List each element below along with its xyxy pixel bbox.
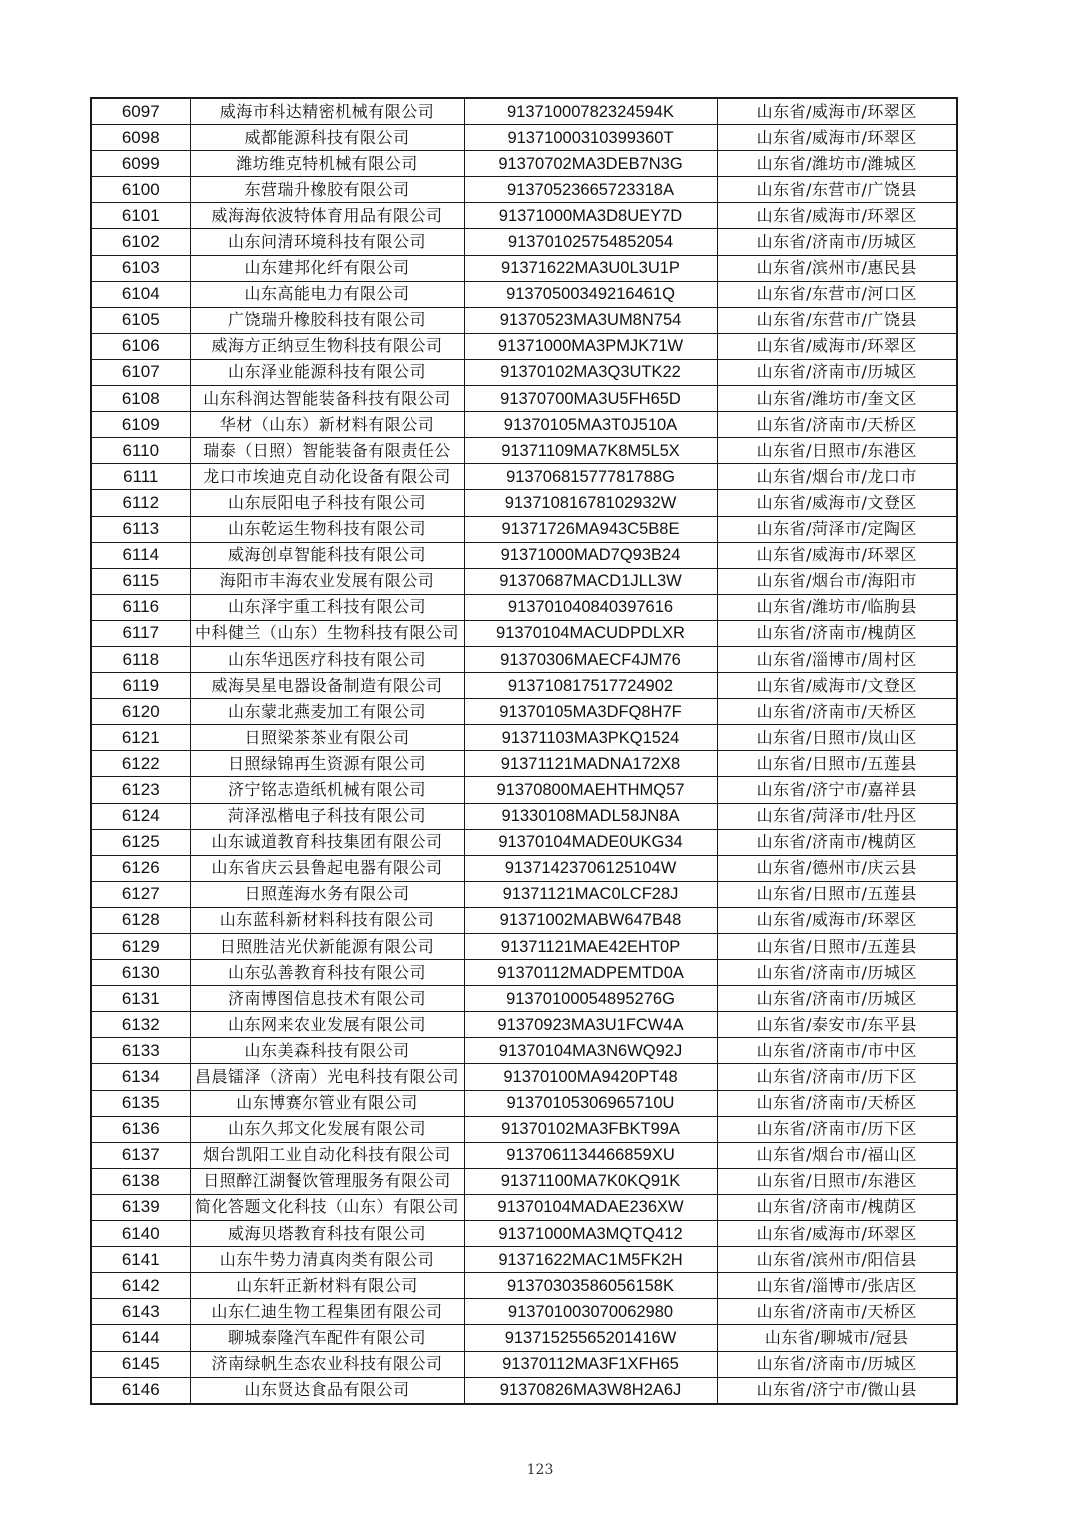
company-name-cell: 中科健兰（山东）生物科技有限公司: [190, 620, 464, 646]
company-name-cell: 威海创卓智能科技有限公司: [190, 542, 464, 568]
company-name-cell: 济南绿帆生态农业科技有限公司: [190, 1351, 464, 1377]
credit-code-cell: 91370100MA9420PT48: [464, 1064, 717, 1090]
region-cell: 山东省/威海市/环翠区: [717, 1221, 957, 1247]
company-name-cell: 山东泽业能源科技有限公司: [190, 359, 464, 385]
credit-code-cell: 91370826MA3W8H2A6J: [464, 1377, 717, 1404]
row-number-cell: 6122: [91, 751, 190, 777]
company-name-cell: 威海贝塔教育科技有限公司: [190, 1221, 464, 1247]
region-cell: 山东省/菏泽市/定陶区: [717, 516, 957, 542]
credit-code-cell: 91370112MADPEMTD0A: [464, 960, 717, 986]
row-number-cell: 6121: [91, 725, 190, 751]
row-number-cell: 6134: [91, 1064, 190, 1090]
region-cell: 山东省/聊城市/冠县: [717, 1325, 957, 1351]
table-row: [91, 1299, 957, 1325]
company-name-cell: 济南博图信息技术有限公司: [190, 986, 464, 1012]
table-row: [91, 229, 957, 255]
table-row: [91, 438, 957, 464]
credit-code-cell: 913701003070062980: [464, 1299, 717, 1325]
table-row: [91, 333, 957, 359]
region-cell: 山东省/潍坊市/奎文区: [717, 386, 957, 412]
row-number-cell: 6126: [91, 855, 190, 881]
row-number-cell: 6139: [91, 1194, 190, 1220]
company-name-cell: 瑞泰（日照）智能装备有限责任公: [190, 438, 464, 464]
table-row: [91, 1038, 957, 1064]
region-cell: 山东省/滨州市/惠民县: [717, 255, 957, 281]
region-cell: 山东省/威海市/文登区: [717, 490, 957, 516]
credit-code-cell: 91371002MABW647B48: [464, 907, 717, 933]
credit-code-cell: 91371000782324594K: [464, 98, 717, 125]
credit-code-cell: 91371109MA7K8M5L5X: [464, 438, 717, 464]
company-name-cell: 菏泽泓楷电子科技有限公司: [190, 803, 464, 829]
region-cell: 山东省/日照市/五莲县: [717, 934, 957, 960]
row-number-cell: 6110: [91, 438, 190, 464]
region-cell: 山东省/潍坊市/潍城区: [717, 151, 957, 177]
row-number-cell: 6107: [91, 359, 190, 385]
region-cell: 山东省/济宁市/微山县: [717, 1377, 957, 1404]
table-row: [91, 1325, 957, 1351]
credit-code-cell: 91371081678102932W: [464, 490, 717, 516]
region-cell: 山东省/威海市/环翠区: [717, 907, 957, 933]
credit-code-cell: 91371000MA3MQTQ412: [464, 1221, 717, 1247]
region-cell: 山东省/威海市/环翠区: [717, 333, 957, 359]
row-number-cell: 6100: [91, 177, 190, 203]
table-row: [91, 177, 957, 203]
credit-code-cell: 91370303586056158K: [464, 1273, 717, 1299]
company-name-cell: 山东美森科技有限公司: [190, 1038, 464, 1064]
table-row: [91, 412, 957, 438]
region-cell: 山东省/济南市/天桥区: [717, 412, 957, 438]
credit-code-cell: 91371000MA3PMJK71W: [464, 333, 717, 359]
company-name-cell: 海阳市丰海农业发展有限公司: [190, 568, 464, 594]
company-name-cell: 山东问清环境科技有限公司: [190, 229, 464, 255]
company-name-cell: 山东泽宇重工科技有限公司: [190, 594, 464, 620]
credit-code-cell: 91371726MA943C5B8E: [464, 516, 717, 542]
region-cell: 山东省/威海市/环翠区: [717, 203, 957, 229]
company-name-cell: 威海海依波特体育用品有限公司: [190, 203, 464, 229]
region-cell: 山东省/东营市/河口区: [717, 281, 957, 307]
row-number-cell: 6142: [91, 1273, 190, 1299]
company-name-cell: 威海方正纳豆生物科技有限公司: [190, 333, 464, 359]
row-number-cell: 6113: [91, 516, 190, 542]
credit-code-cell: 913710817517724902: [464, 673, 717, 699]
company-name-cell: 山东蓝科新材料科技有限公司: [190, 907, 464, 933]
region-cell: 山东省/烟台市/福山区: [717, 1142, 957, 1168]
row-number-cell: 6130: [91, 960, 190, 986]
credit-code-cell: 91370702MA3DEB7N3G: [464, 151, 717, 177]
credit-code-cell: 91371525565201416W: [464, 1325, 717, 1351]
table-row: [91, 255, 957, 281]
company-name-cell: 山东建邦化纤有限公司: [190, 255, 464, 281]
region-cell: 山东省/济南市/历城区: [717, 960, 957, 986]
table-row: [91, 777, 957, 803]
company-name-cell: 威海昊星电器设备制造有限公司: [190, 673, 464, 699]
table-row: [91, 307, 957, 333]
table-row: [91, 98, 957, 125]
credit-code-cell: 91370105306965710U: [464, 1090, 717, 1116]
credit-code-cell: 91370100054895276G: [464, 986, 717, 1012]
region-cell: 山东省/济南市/天桥区: [717, 699, 957, 725]
credit-code-cell: 91370104MADAE236XW: [464, 1194, 717, 1220]
row-number-cell: 6124: [91, 803, 190, 829]
table-row: [91, 1194, 957, 1220]
region-cell: 山东省/滨州市/阳信县: [717, 1247, 957, 1273]
row-number-cell: 6120: [91, 699, 190, 725]
row-number-cell: 6136: [91, 1116, 190, 1142]
credit-code-cell: 91370102MA3Q3UTK22: [464, 359, 717, 385]
region-cell: 山东省/淄博市/张店区: [717, 1273, 957, 1299]
company-name-cell: 龙口市埃迪克自动化设备有限公司: [190, 464, 464, 490]
row-number-cell: 6098: [91, 125, 190, 151]
credit-code-cell: 913701040840397616: [464, 594, 717, 620]
region-cell: 山东省/日照市/东港区: [717, 1168, 957, 1194]
row-number-cell: 6104: [91, 281, 190, 307]
credit-code-cell: 91371103MA3PKQ1524: [464, 725, 717, 751]
company-name-cell: 山东蒙北燕麦加工有限公司: [190, 699, 464, 725]
row-number-cell: 6146: [91, 1377, 190, 1404]
table-row: [91, 1377, 957, 1404]
row-number-cell: 6114: [91, 542, 190, 568]
region-cell: 山东省/日照市/五莲县: [717, 881, 957, 907]
table-row: [91, 594, 957, 620]
row-number-cell: 6135: [91, 1090, 190, 1116]
row-number-cell: 6116: [91, 594, 190, 620]
table-row: [91, 1064, 957, 1090]
table-row: [91, 829, 957, 855]
row-number-cell: 6125: [91, 829, 190, 855]
row-number-cell: 6145: [91, 1351, 190, 1377]
table-row: [91, 803, 957, 829]
credit-code-cell: 91370104MACUDPDLXR: [464, 620, 717, 646]
company-name-cell: 山东仁迪生物工程集团有限公司: [190, 1299, 464, 1325]
row-number-cell: 6141: [91, 1247, 190, 1273]
table-row: [91, 1168, 957, 1194]
company-name-cell: 聊城泰隆汽车配件有限公司: [190, 1325, 464, 1351]
row-number-cell: 6117: [91, 620, 190, 646]
region-cell: 山东省/烟台市/龙口市: [717, 464, 957, 490]
region-cell: 山东省/济南市/天桥区: [717, 1299, 957, 1325]
credit-code-cell: 91370104MA3N6WQ92J: [464, 1038, 717, 1064]
row-number-cell: 6097: [91, 98, 190, 125]
page-number: 123: [526, 1462, 554, 1478]
region-cell: 山东省/泰安市/东平县: [717, 1012, 957, 1038]
company-name-cell: 烟台凯阳工业自动化科技有限公司: [190, 1142, 464, 1168]
company-name-cell: 山东久邦文化发展有限公司: [190, 1116, 464, 1142]
row-number-cell: 6132: [91, 1012, 190, 1038]
region-cell: 山东省/济南市/市中区: [717, 1038, 957, 1064]
credit-code-cell: 91370700MA3U5FH65D: [464, 386, 717, 412]
row-number-cell: 6131: [91, 986, 190, 1012]
table-row: [91, 1247, 957, 1273]
row-number-cell: 6129: [91, 934, 190, 960]
table-row: [91, 881, 957, 907]
table-row: [91, 1116, 957, 1142]
row-number-cell: 6138: [91, 1168, 190, 1194]
row-number-cell: 6137: [91, 1142, 190, 1168]
region-cell: 山东省/菏泽市/牡丹区: [717, 803, 957, 829]
company-name-cell: 山东贤达食品有限公司: [190, 1377, 464, 1404]
table-row: [91, 960, 957, 986]
table-row: [91, 568, 957, 594]
row-number-cell: 6101: [91, 203, 190, 229]
company-name-cell: 山东博赛尔管业有限公司: [190, 1090, 464, 1116]
table-row: [91, 934, 957, 960]
company-name-cell: 威海市科达精密机械有限公司: [190, 98, 464, 125]
credit-code-cell: 91371000MA3D8UEY7D: [464, 203, 717, 229]
company-name-cell: 威都能源科技有限公司: [190, 125, 464, 151]
row-number-cell: 6144: [91, 1325, 190, 1351]
table-row: [91, 281, 957, 307]
table-row: [91, 1012, 957, 1038]
credit-code-cell: 91370102MA3FBKT99A: [464, 1116, 717, 1142]
region-cell: 山东省/东营市/广饶县: [717, 307, 957, 333]
credit-code-cell: 91370500349216461Q: [464, 281, 717, 307]
credit-code-cell: 91370923MA3U1FCW4A: [464, 1012, 717, 1038]
company-name-cell: 昌晨镭泽（济南）光电科技有限公司: [190, 1064, 464, 1090]
row-number-cell: 6106: [91, 333, 190, 359]
table-row: [91, 620, 957, 646]
table-row: [91, 1142, 957, 1168]
company-name-cell: 日照绿锦再生资源有限公司: [190, 751, 464, 777]
company-name-cell: 日照胜洁光伏新能源有限公司: [190, 934, 464, 960]
company-name-cell: 山东诚道教育科技集团有限公司: [190, 829, 464, 855]
row-number-cell: 6143: [91, 1299, 190, 1325]
table-row: [91, 125, 957, 151]
company-name-cell: 日照莲海水务有限公司: [190, 881, 464, 907]
credit-code-cell: 91330108MADL58JN8A: [464, 803, 717, 829]
company-name-cell: 山东华迅医疗科技有限公司: [190, 646, 464, 672]
credit-code-cell: 91370112MA3F1XFH65: [464, 1351, 717, 1377]
row-number-cell: 6133: [91, 1038, 190, 1064]
region-cell: 山东省/烟台市/海阳市: [717, 568, 957, 594]
row-number-cell: 6118: [91, 646, 190, 672]
table-row: [91, 1090, 957, 1116]
credit-code-cell: 91370687MACD1JLL3W: [464, 568, 717, 594]
row-number-cell: 6111: [91, 464, 190, 490]
row-number-cell: 6102: [91, 229, 190, 255]
region-cell: 山东省/济南市/槐荫区: [717, 829, 957, 855]
region-cell: 山东省/济南市/天桥区: [717, 1090, 957, 1116]
row-number-cell: 6109: [91, 412, 190, 438]
credit-code-cell: 91370105MA3DFQ8H7F: [464, 699, 717, 725]
credit-code-cell: 91371622MAC1M5FK2H: [464, 1247, 717, 1273]
region-cell: 山东省/济南市/槐荫区: [717, 620, 957, 646]
company-name-cell: 山东网来农业发展有限公司: [190, 1012, 464, 1038]
region-cell: 山东省/日照市/五莲县: [717, 751, 957, 777]
row-number-cell: 6119: [91, 673, 190, 699]
table-row: [91, 1351, 957, 1377]
credit-code-cell: 91371100MA7K0KQ91K: [464, 1168, 717, 1194]
region-cell: 山东省/日照市/岚山区: [717, 725, 957, 751]
company-name-cell: 广饶瑞升橡胶科技有限公司: [190, 307, 464, 333]
table-row: [91, 907, 957, 933]
credit-code-cell: 91370523665723318A: [464, 177, 717, 203]
company-name-cell: 华材（山东）新材料有限公司: [190, 412, 464, 438]
credit-code-cell: 913701025754852054: [464, 229, 717, 255]
region-cell: 山东省/济南市/槐荫区: [717, 1194, 957, 1220]
row-number-cell: 6103: [91, 255, 190, 281]
row-number-cell: 6112: [91, 490, 190, 516]
company-name-cell: 山东轩正新材料有限公司: [190, 1273, 464, 1299]
region-cell: 山东省/济南市/历城区: [717, 359, 957, 385]
region-cell: 山东省/济南市/历下区: [717, 1116, 957, 1142]
row-number-cell: 6127: [91, 881, 190, 907]
table-row: [91, 490, 957, 516]
table-row: [91, 386, 957, 412]
region-cell: 山东省/济宁市/嘉祥县: [717, 777, 957, 803]
region-cell: 山东省/济南市/历城区: [717, 986, 957, 1012]
table-row: [91, 699, 957, 725]
table-row: [91, 646, 957, 672]
credit-code-cell: 91370523MA3UM8N754: [464, 307, 717, 333]
region-cell: 山东省/威海市/环翠区: [717, 542, 957, 568]
row-number-cell: 6108: [91, 386, 190, 412]
credit-code-cell: 91371121MAE42EHT0P: [464, 934, 717, 960]
region-cell: 山东省/济南市/历城区: [717, 229, 957, 255]
region-cell: 山东省/潍坊市/临朐县: [717, 594, 957, 620]
region-cell: 山东省/威海市/环翠区: [717, 125, 957, 151]
credit-code-cell: 913706113446685​9XU: [464, 1142, 717, 1168]
credit-code-cell: 91371121MADNA172X8: [464, 751, 717, 777]
credit-code-cell: 91371000310399360T: [464, 125, 717, 151]
table-row: [91, 203, 957, 229]
table-row: [91, 516, 957, 542]
region-cell: 山东省/淄博市/周村区: [717, 646, 957, 672]
credit-code-cell: 91371622MA3U0L3U1P: [464, 255, 717, 281]
credit-code-cell: 91370104MADE0UKG34: [464, 829, 717, 855]
region-cell: 山东省/德州市/庆云县: [717, 855, 957, 881]
credit-code-cell: 91370681577781788G: [464, 464, 717, 490]
region-cell: 山东省/济南市/历城区: [717, 1351, 957, 1377]
company-name-cell: 山东乾运生物科技有限公司: [190, 516, 464, 542]
company-name-cell: 济宁铭志造纸机械有限公司: [190, 777, 464, 803]
row-number-cell: 6115: [91, 568, 190, 594]
row-number-cell: 6123: [91, 777, 190, 803]
company-name-cell: 山东牛势力清真肉类有限公司: [190, 1247, 464, 1273]
row-number-cell: 6140: [91, 1221, 190, 1247]
table-row: [91, 542, 957, 568]
region-cell: 山东省/东营市/广饶县: [717, 177, 957, 203]
company-name-cell: 潍坊维克特机械有限公司: [190, 151, 464, 177]
company-name-cell: 山东科润达智能装备科技有限公司: [190, 386, 464, 412]
company-name-cell: 日照醉江湖餐饮管理服务有限公司: [190, 1168, 464, 1194]
region-cell: 山东省/济南市/历下区: [717, 1064, 957, 1090]
row-number-cell: 6128: [91, 907, 190, 933]
table-row: [91, 725, 957, 751]
region-cell: 山东省/日照市/东港区: [717, 438, 957, 464]
company-name-cell: 山东省庆云县鲁起电器有限公司: [190, 855, 464, 881]
region-cell: 山东省/威海市/环翠区: [717, 98, 957, 125]
region-cell: 山东省/威海市/文登区: [717, 673, 957, 699]
company-table-body: [91, 98, 957, 1404]
credit-code-cell: 91371000MAD7Q93B24: [464, 542, 717, 568]
credit-code-cell: 91370800MAEHTHMQ57: [464, 777, 717, 803]
table-row: [91, 359, 957, 385]
credit-code-cell: 91371423706125104W: [464, 855, 717, 881]
table-row: [91, 855, 957, 881]
table-row: [91, 673, 957, 699]
table-row: [91, 151, 957, 177]
table-row: [91, 1273, 957, 1299]
table-row: [91, 751, 957, 777]
company-name-cell: 简化答题文化科技（山东）有限公司: [190, 1194, 464, 1220]
company-table: [90, 97, 958, 1405]
credit-code-cell: 91371121MAC0LCF28J: [464, 881, 717, 907]
credit-code-cell: 91370306MAECF4JM76: [464, 646, 717, 672]
credit-code-cell: 91370105MA3T0J510A: [464, 412, 717, 438]
row-number-cell: 6099: [91, 151, 190, 177]
company-name-cell: 山东辰阳电子科技有限公司: [190, 490, 464, 516]
company-name-cell: 日照梁茶茶业有限公司: [190, 725, 464, 751]
company-name-cell: 山东高能电力有限公司: [190, 281, 464, 307]
company-name-cell: 山东弘善教育科技有限公司: [190, 960, 464, 986]
row-number-cell: 6105: [91, 307, 190, 333]
table-row: [91, 986, 957, 1012]
table-row: [91, 1221, 957, 1247]
company-name-cell: 东营瑞升橡胶有限公司: [190, 177, 464, 203]
table-row: [91, 464, 957, 490]
